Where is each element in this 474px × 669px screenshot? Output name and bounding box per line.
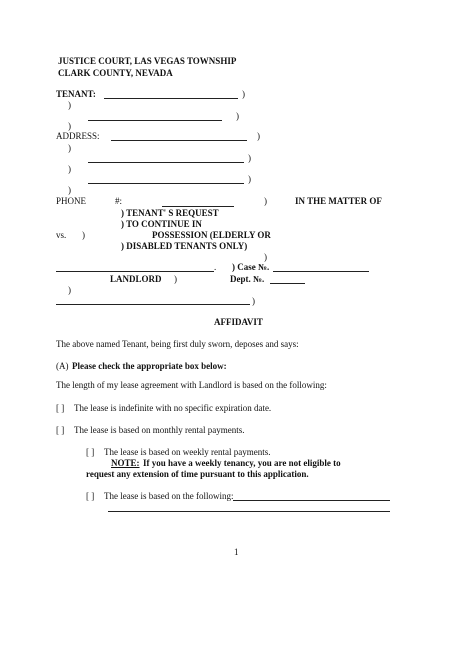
paren: ) xyxy=(68,121,71,131)
paren: ) xyxy=(174,274,177,284)
request-title-line1: ) TENANT' S REQUEST xyxy=(121,208,219,218)
phone-field[interactable] xyxy=(162,206,234,207)
section-a-prefix: (A) xyxy=(56,361,69,371)
paren: ) xyxy=(248,153,251,163)
address-field-2[interactable] xyxy=(88,162,244,163)
note-text-line1: If you have a weekly tenancy, you are not eligible to xyxy=(143,458,341,468)
paren: ) xyxy=(68,185,71,195)
intro-statement: The above named Tenant, being first duly sworn, deposes and says: xyxy=(56,339,299,349)
note-text-line2: request any extension of time pursuant to this application. xyxy=(86,469,309,479)
address-field-1[interactable] xyxy=(111,140,247,141)
phone-label: PHONE xyxy=(56,196,87,206)
dot: . xyxy=(214,262,217,272)
lease-intro: The length of my lease agreement with Landlord is based on the following: xyxy=(56,380,327,390)
section-a-instruction: Please check the appropriate box below: xyxy=(72,361,227,371)
paren: ) xyxy=(68,100,71,110)
tenant-name-field[interactable] xyxy=(104,98,238,99)
case-number-label: ) Case №. xyxy=(232,262,270,272)
tenant-name-field-2[interactable] xyxy=(88,120,222,121)
request-title-line3: POSSESSION (ELDERLY OR xyxy=(152,230,271,240)
checkbox-indefinite[interactable]: [ ] xyxy=(56,403,65,413)
request-title-line4: ) DISABLED TENANTS ONLY) xyxy=(121,241,248,251)
paren: ) xyxy=(248,174,251,184)
option-other-label: The lease is based on the following: xyxy=(104,491,234,501)
paren: ) xyxy=(68,285,71,295)
case-number-field[interactable] xyxy=(273,271,369,272)
note-label: NOTE: xyxy=(111,458,140,468)
paren: ) xyxy=(257,131,260,141)
option-weekly-label: The lease is based on weekly rental payments. xyxy=(104,447,271,457)
address-field-3[interactable] xyxy=(88,183,244,184)
option-monthly-label: The lease is based on monthly rental payments. xyxy=(74,425,245,435)
checkbox-monthly[interactable]: [ ] xyxy=(56,425,65,435)
checkbox-weekly[interactable]: [ ] xyxy=(86,447,95,457)
page-number: 1 xyxy=(234,547,239,557)
other-basis-field-2[interactable] xyxy=(108,511,390,512)
request-title-line2: ) TO CONTINUE IN xyxy=(121,219,202,229)
dept-number-field[interactable] xyxy=(270,283,305,284)
court-county: CLARK COUNTY, NEVADA xyxy=(58,68,173,78)
option-indefinite-label: The lease is indefinite with no specific expiration date. xyxy=(74,403,272,413)
paren: ) xyxy=(264,252,267,262)
paren: ) xyxy=(236,111,239,121)
paren: ) xyxy=(82,230,85,240)
landlord-address-field[interactable] xyxy=(56,304,250,305)
paren: ) xyxy=(252,296,255,306)
paren: ) xyxy=(68,164,71,174)
paren: ) xyxy=(68,143,71,153)
in-the-matter-heading: IN THE MATTER OF xyxy=(295,196,382,206)
phone-hash: #: xyxy=(115,196,123,206)
affidavit-title: AFFIDAVIT xyxy=(214,317,263,327)
paren: ) xyxy=(242,89,245,99)
dept-number-label: Dept. №. xyxy=(230,274,265,284)
vs-label: vs. xyxy=(56,230,67,240)
landlord-name-field[interactable] xyxy=(56,271,214,272)
address-label: ADDRESS: xyxy=(56,131,100,141)
tenant-label: TENANT: xyxy=(56,89,96,99)
other-basis-field[interactable] xyxy=(233,500,390,501)
court-name: JUSTICE COURT, LAS VEGAS TOWNSHIP xyxy=(58,56,237,66)
checkbox-other[interactable]: [ ] xyxy=(86,491,95,501)
landlord-label: LANDLORD xyxy=(110,274,162,284)
paren: ) xyxy=(264,196,267,206)
